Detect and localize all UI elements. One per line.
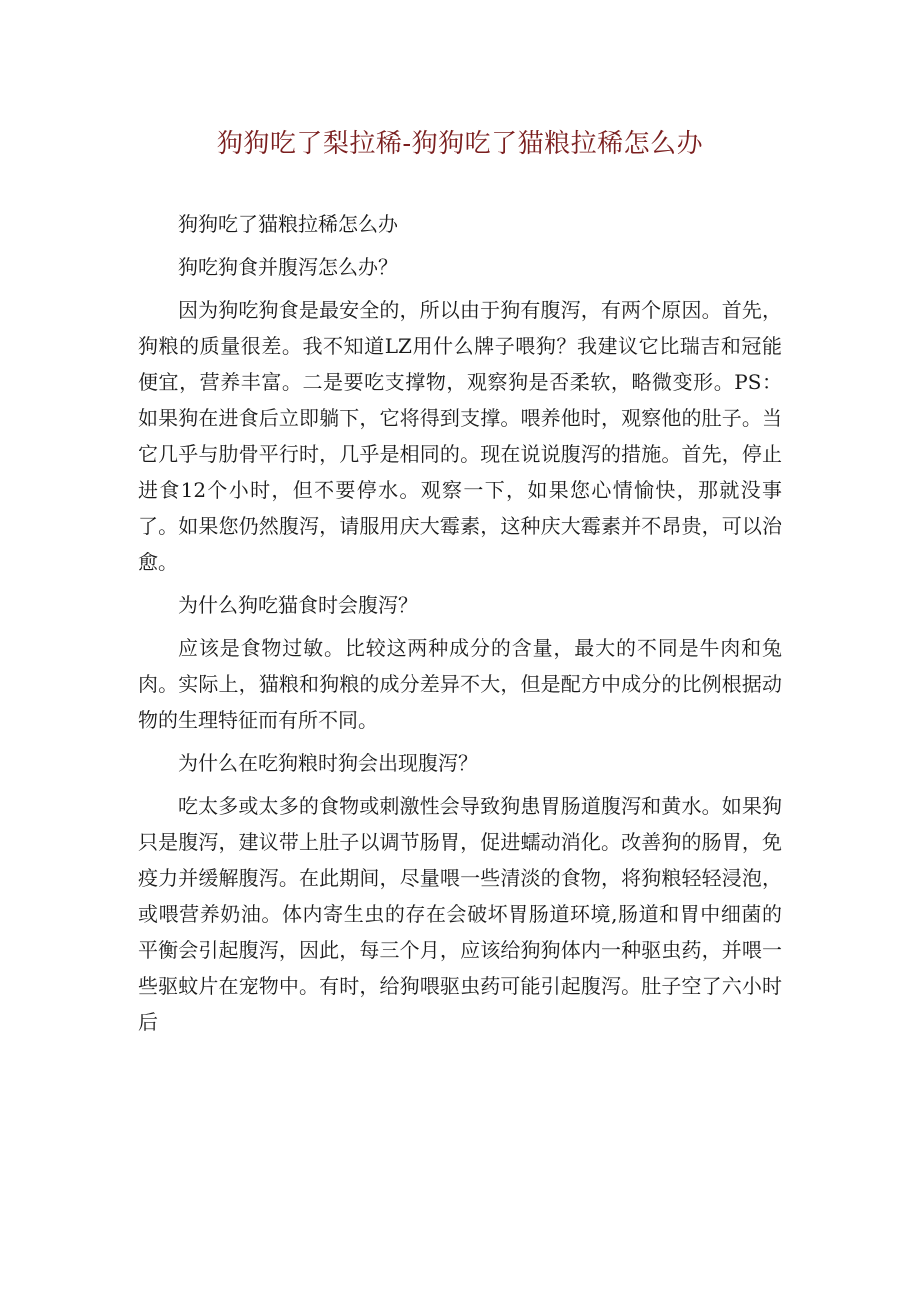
paragraph-heading-cat-food: 狗狗吃了猫粮拉稀怎么办 (178, 212, 398, 236)
document-body (138, 206, 782, 1040)
paragraph-answer-overeating: 吃太多或太多的食物或刺激性会导致狗患胃肠道腹泻和黄水。如果狗只是腹泻，建议带上肚子以调节肠胃，促进蠕动消化。改善狗的肠胃，免疫力并缓解腹泻。在此期间，尽量喂一些清淡的食物，将狗粮轻轻浸泡，或喂营养奶油。体内寄生虫的存在会破坏胃肠道环境,肠道和胃中细菌的平衡会引起腹泻，因此，每三个月，应该给狗狗体内一种驱虫药，并喂一些驱蚊片在宠物中。有时，给狗喂驱虫药可能引起腹泻。肚子空了六小时后 (138, 794, 782, 1034)
paragraph-answer-causes: 因为狗吃狗食是最安全的，所以由于狗有腹泻，有两个原因。首先，狗粮的质量很差。我不知道LZ用什么牌子喂狗？我建议它比瑞吉和冠能便宜，营养丰富。二是要吃支撑物，观察狗是否柔软，略微变形。PS：如果狗在进食后立即躺下，它将得到支撑。喂养他时，观察他的肚子。当它几乎与肋骨平行时，几乎是相同的。现在说说腹泻的措施。首先，停止进食12个小时，但不要停水。观察一下，如果您心情愉快，那就没事了。如果您仍然腹泻，请服用庆大霉素，这种庆大霉素并不昂贵，可以治愈。 (138, 298, 782, 574)
paragraph-question-cat-food: 为什么狗吃猫食时会腹泻？ (178, 593, 418, 617)
paragraph-answer-allergy: 应该是食物过敏。比较这两种成分的含量，最大的不同是牛肉和兔肉。实际上，猫粮和狗粮的成分差异不大，但是配方中成分的比例根据动物的生理特征而有所不同。 (138, 636, 782, 732)
paragraph-question-eating-dog-food: 为什么在吃狗粮时狗会出现腹泻？ (178, 751, 478, 775)
paragraph-question-dog-food-diarrhea: 狗吃狗食并腹泻怎么办？ (178, 255, 398, 279)
document-title: 狗狗吃了梨拉稀-狗狗吃了猫粮拉稀怎么办 (216, 129, 704, 159)
